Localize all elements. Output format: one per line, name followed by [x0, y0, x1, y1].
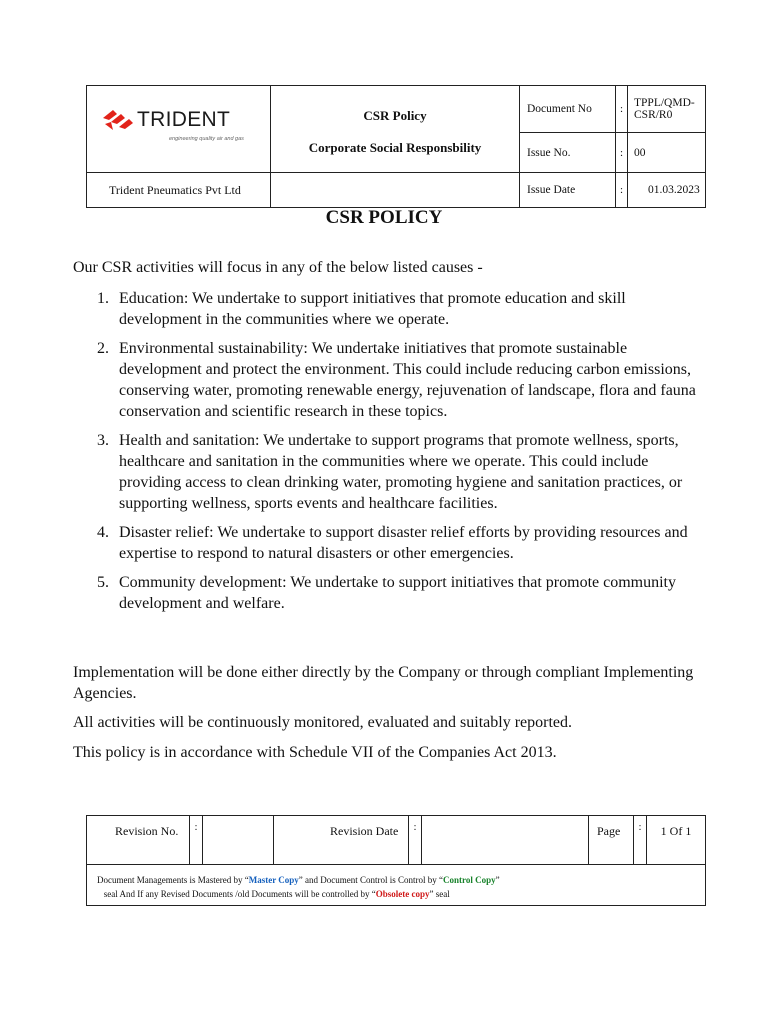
list-item [97, 430, 697, 514]
list-text: Disaster relief: We undertake to support disaster relief efforts by providing resources and expertise to respond to natural disasters or other emergencies. [119, 524, 688, 562]
page-title: CSR POLICY [325, 207, 443, 228]
title-cell [271, 86, 520, 173]
implementation-paragraph: Implementation will be done either directly by the Company or through compliant Implementing Agencies. [73, 664, 694, 702]
master-copy-label: Master Copy [248, 875, 299, 885]
empty-cell [271, 173, 520, 208]
list-text: Community development: We undertake to support initiatives that promote community development and welfare. [119, 574, 676, 612]
page-value: 1 Of 1 [647, 816, 706, 865]
list-number: 5. [97, 574, 109, 591]
list-text: Health and sanitation: We undertake to support programs that promote wellness, sports, healthcare and sanitation in the communities where we operate. This could include providing access to clean drinking water, promoting hygiene and sanitation practices, or supporting wellness, sports events and healthcare facilities. [119, 432, 683, 512]
control-copy-label: Control Copy [443, 875, 496, 885]
trident-logo [103, 108, 244, 142]
page-label: Page [589, 816, 634, 865]
revision-no-value [203, 816, 274, 865]
company-name: Trident Pneumatics Pvt Ltd [87, 173, 271, 208]
colon: : [616, 86, 628, 133]
list-number: 2. [97, 340, 109, 357]
note-text: ” seal [429, 889, 450, 899]
compliance-paragraph: This policy is in accordance with Schedule VII of the Companies Act 2013. [73, 744, 557, 761]
issue-no-label: Issue No. [520, 133, 616, 173]
revision-no-label: Revision No. [87, 816, 190, 865]
issue-date-label: Issue Date [520, 173, 616, 208]
note-text: seal And If any Revised Documents /old Documents will be controlled by “ [103, 889, 376, 899]
list-item [97, 572, 697, 614]
obsolete-copy-label: Obsolete copy [375, 889, 430, 899]
issue-no-value: 00 [628, 133, 706, 173]
logo-cell [87, 86, 271, 173]
list-item [97, 288, 697, 330]
monitoring-paragraph: All activities will be continuously monitored, evaluated and suitably reported. [73, 714, 572, 731]
note-text: ” [495, 875, 500, 885]
note-text: ” and Document Control is Control by “ [298, 875, 444, 885]
list-item [97, 522, 697, 564]
colon: : [409, 816, 422, 865]
list-number: 1. [97, 290, 109, 307]
list-number: 4. [97, 524, 109, 541]
doc-no-label: Document No [520, 86, 616, 133]
issue-date-value: 01.03.2023 [628, 173, 706, 208]
colon: : [616, 173, 628, 208]
header-subtitle: Corporate Social Responsbility [308, 140, 482, 155]
note-text: Document Managements is Mastered by “ [97, 875, 249, 885]
header-title: CSR Policy [363, 108, 427, 123]
revision-date-value [422, 816, 589, 865]
intro-text: Our CSR activities will focus in any of the below listed causes - [73, 259, 483, 276]
list-item [97, 338, 697, 422]
document-control-note [87, 865, 706, 906]
causes-list [97, 288, 697, 622]
colon: : [190, 816, 203, 865]
trident-arrows-icon [103, 110, 133, 132]
logo-tagline: engineering quality air and gas [169, 136, 244, 142]
document-header-table [86, 85, 706, 208]
colon: : [634, 816, 647, 865]
revision-date-label: Revision Date [274, 816, 409, 865]
colon: : [616, 133, 628, 173]
list-number: 3. [97, 432, 109, 449]
list-text: Education: We undertake to support initiatives that promote education and skill development in the communities where we operate. [119, 290, 626, 328]
list-text: Environmental sustainability: We undertake initiatives that promote sustainable development and protect the environment. This could include reducing carbon emissions, conserving water, promoting renewable energy, rejuvenation of landscape, flora and fauna conservation and scientific research in these topics. [119, 340, 696, 420]
logo-wordmark: TRIDENT [137, 108, 231, 131]
doc-no-value: TPPL/QMD-CSR/R0 [628, 86, 706, 133]
document-footer-table [86, 815, 706, 906]
